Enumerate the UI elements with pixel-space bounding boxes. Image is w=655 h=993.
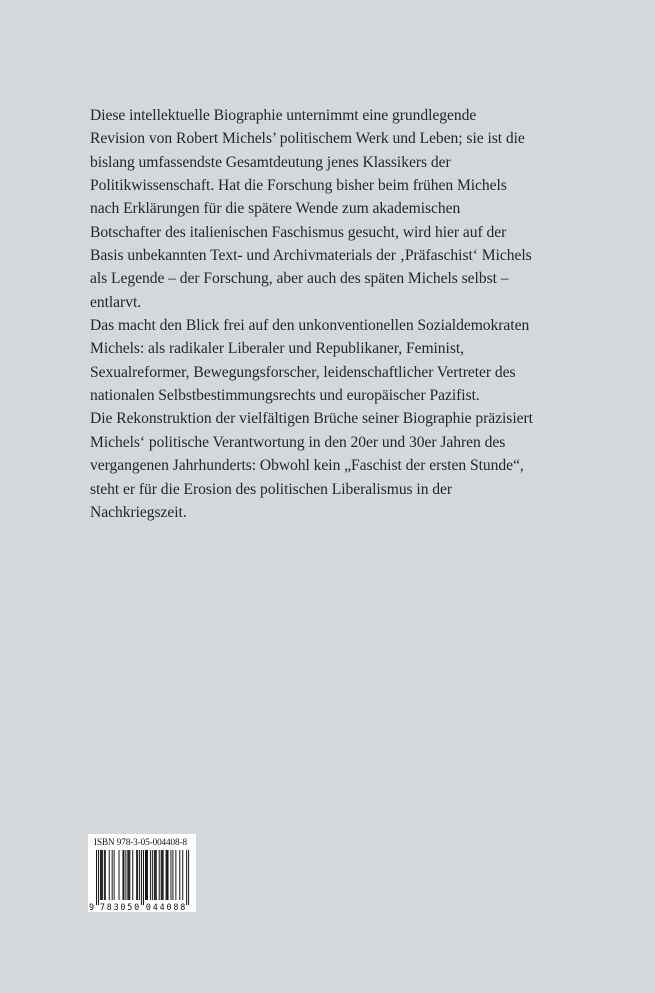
- barcode-bar: [104, 850, 105, 900]
- barcode-digit: 3: [113, 902, 119, 912]
- barcode-bar: [139, 850, 140, 900]
- barcode-digit: 0: [145, 902, 151, 912]
- blurb-text: [90, 104, 580, 524]
- barcode-bar: [102, 850, 103, 900]
- barcode-bar: [122, 850, 123, 900]
- barcode-digit: 4: [152, 902, 158, 912]
- blurb-line: nach Erklärungen für die spätere Wende zum akademischen: [90, 200, 461, 218]
- barcode-bar: [147, 850, 148, 900]
- barcode-bar: [114, 850, 115, 900]
- barcode-bar: [109, 850, 110, 900]
- barcode-bar: [112, 850, 113, 900]
- barcode-bar: [159, 850, 160, 900]
- barcode-bar: [145, 850, 146, 900]
- blurb-line: entlarvt.: [90, 293, 142, 311]
- barcode-digit: 9: [88, 902, 95, 912]
- isbn-barcode: [88, 834, 196, 912]
- barcode-bar: [162, 850, 163, 900]
- barcode-bar: [156, 850, 157, 900]
- barcode-bar: [101, 850, 102, 900]
- barcode-bar: [166, 850, 167, 900]
- barcode-bar: [146, 850, 147, 900]
- blurb-line: Basis unbekannten Text- und Archivmaterials der ‚Präfaschist‘ Michels: [90, 247, 532, 265]
- blurb-line: Botschafter des italienischen Faschismus gesucht, wird hier auf der: [90, 223, 507, 241]
- barcode-bar: [168, 850, 169, 900]
- barcode-bar: [172, 850, 173, 900]
- barcode-bar: [137, 850, 138, 900]
- barcode-bar: [143, 850, 144, 905]
- barcode-bar: [125, 850, 126, 900]
- barcode-bar: [179, 850, 180, 900]
- blurb-line: Michels‘ politische Verantwortung in den 20er und 30er Jahren des: [90, 433, 506, 451]
- barcode-bar: [154, 850, 155, 900]
- barcode-digit: 0: [134, 902, 140, 912]
- barcode-bar: [188, 850, 189, 905]
- barcode-digit: 8: [106, 902, 112, 912]
- barcode-bar: [150, 850, 151, 900]
- barcode-digit: 7: [99, 902, 105, 912]
- barcode-bar: [163, 850, 164, 900]
- barcode-bar: [186, 850, 187, 905]
- barcode-digit: 8: [180, 902, 186, 912]
- blurb-line: steht er für die Erosion des politischen Liberalismus in der: [90, 480, 453, 498]
- barcode-digit: 0: [120, 902, 126, 912]
- blurb-line: Das macht den Blick frei auf den unkonventionellen Sozialdemokraten: [90, 317, 530, 335]
- barcode-bar: [167, 850, 168, 900]
- barcode-bar: [152, 850, 153, 900]
- barcode-bar: [129, 850, 130, 900]
- barcode-bar: [170, 850, 171, 900]
- blurb-line: Die Rekonstruktion der vielfältigen Brüche seiner Biographie präzisiert: [90, 410, 533, 428]
- blurb-line: Sexualreformer, Bewegungsforscher, leidenschaftlicher Vertreter des: [90, 363, 516, 381]
- barcode-bar: [98, 850, 99, 905]
- barcode-bar: [123, 850, 124, 900]
- barcode-bar: [175, 850, 176, 900]
- blurb-line: Politikwissenschaft. Hat die Forschung bisher beim frühen Michels: [90, 177, 507, 195]
- blurb-line: Michels: als radikaler Liberaler und Republikaner, Feminist,: [90, 340, 464, 358]
- barcode-bar: [182, 850, 183, 900]
- blurb-line: Diese intellektuelle Biographie unternimmt eine grundlegende: [90, 107, 477, 124]
- barcode-icon: [88, 834, 196, 912]
- blurb-line: Revision von Robert Michels’ politischem Werk und Leben; sie ist die: [90, 130, 525, 148]
- barcode-bar: [127, 850, 128, 900]
- barcode-bar: [105, 850, 106, 900]
- blurb-line: vergangenen Jahrhunderts: Obwohl kein „Faschist der ersten Stunde“,: [90, 457, 524, 475]
- barcode-bar: [119, 850, 120, 900]
- barcode-bar: [155, 850, 156, 900]
- barcode-digit: 0: [166, 902, 172, 912]
- blurb-line: nationalen Selbstbestimmungsrechts und europäischer Pazifist.: [90, 387, 480, 405]
- isbn-label: ISBN 978-3-05-004408-8: [94, 837, 187, 847]
- barcode-bar: [96, 850, 97, 905]
- barcode-bar: [128, 850, 129, 900]
- barcode-bar: [132, 850, 133, 900]
- barcode-digit: 5: [127, 902, 133, 912]
- barcode-digit: 4: [159, 902, 165, 912]
- blurb-line: bislang umfassendste Gesamtdeutung jenes Klassikers der: [90, 153, 451, 171]
- barcode-digit: 8: [173, 902, 179, 912]
- blurb-line: als Legende – der Forschung, aber auch des späten Michels selbst –: [90, 270, 509, 288]
- barcode-bar: [100, 850, 101, 900]
- barcode-bar: [141, 850, 142, 905]
- barcode-bar: [136, 850, 137, 900]
- blurb-line: Nachkriegszeit.: [90, 503, 187, 521]
- barcode-bar: [161, 850, 162, 900]
